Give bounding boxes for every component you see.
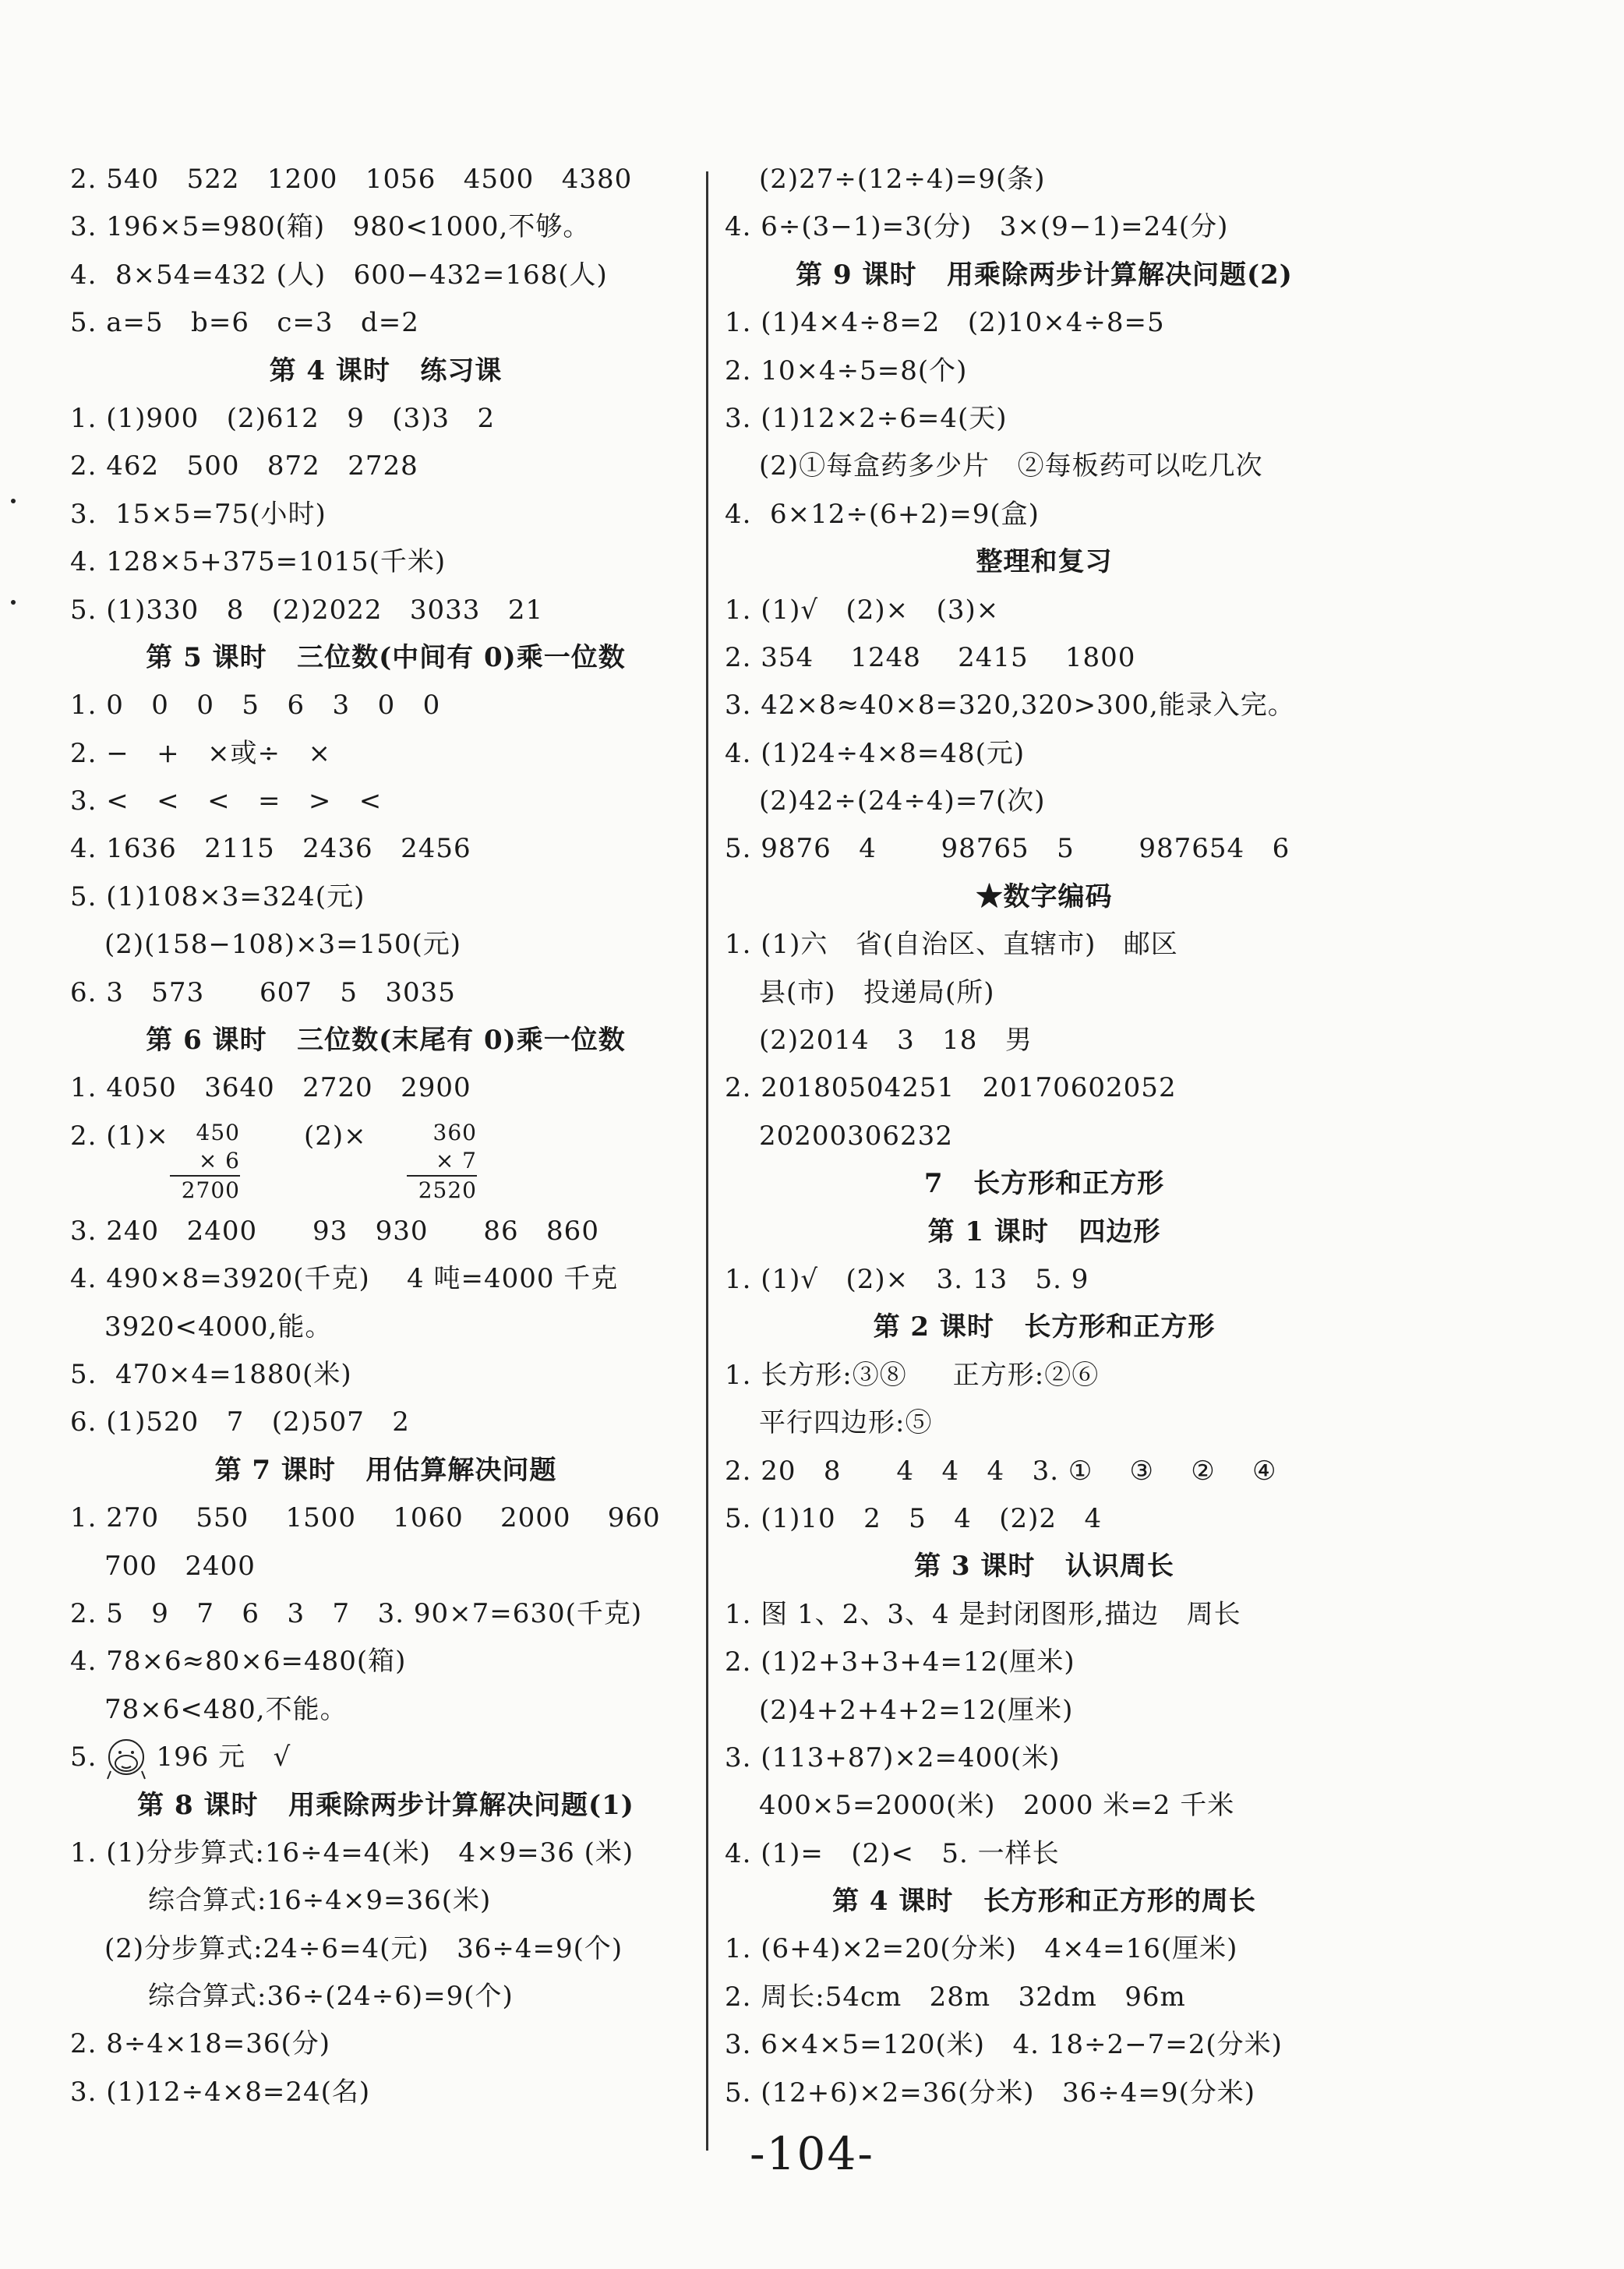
vertical-operand: 360 <box>432 1119 477 1145</box>
answer-line: (2)27÷(12÷4)=9(条) <box>759 164 1046 195</box>
answer-line: 1. 270 550 1500 1060 2000 960 <box>70 1502 661 1534</box>
answer-line: (2)42÷(24÷4)=7(次) <box>759 785 1046 817</box>
answer-line: (2)①每盒药多少片 ②每板药可以吃几次 <box>759 450 1263 482</box>
column-divider <box>706 171 708 2151</box>
answer-line: 3. (113+87)×2=400(米) <box>725 1741 1061 1773</box>
answer-line: (2)2014 3 18 男 <box>759 1025 1033 1057</box>
answer-line: 5. a=5 b=6 c=3 d=2 <box>70 307 419 339</box>
answer-line: 1. 4050 3640 2720 2900 <box>70 1072 471 1104</box>
answer-line: 1. (1)900 (2)612 9 (3)3 2 <box>70 402 496 434</box>
section-heading: 第 4 课时 长方形和正方形的周长 <box>832 1886 1256 1918</box>
answer-line: 3. 6×4×5=120(米) 4. 18÷2−7=2(分米) <box>725 2029 1283 2061</box>
answer-line: 1. (6+4)×2=20(分米) 4×4=16(厘米) <box>725 1933 1238 1965</box>
answer-line: 1. (1)分步算式:16÷4=4(米) 4×9=36 (米) <box>70 1837 634 1868</box>
vertical-multiplication <box>70 1113 701 1208</box>
section-heading: 第 8 课时 用乘除两步计算解决问题(1) <box>137 1789 634 1821</box>
answer-line: 5. 470×4=1880(米) <box>70 1358 352 1390</box>
answer-label: (2)× <box>304 1120 367 1152</box>
answer-line: 1. 0 0 0 5 6 3 0 0 <box>70 690 441 722</box>
answer-line: 3. 42×8≈40×8=320,320>300,能录入完。 <box>725 690 1295 722</box>
answer-line: 2. 462 500 872 2728 <box>70 450 418 482</box>
answer-line: 78×6<480,不能。 <box>104 1693 348 1725</box>
vertical-operand: 450 <box>196 1119 240 1145</box>
answer-line: 5. 9876 4 98765 5 987654 6 <box>725 833 1290 865</box>
answer-line: 4. (1)24÷4×8=48(元) <box>725 737 1026 769</box>
answer-line: (2)4+2+4+2=12(厘米) <box>759 1694 1074 1726</box>
vertical-calc <box>170 1119 240 1205</box>
answer-line: 3. (1)12÷4×8=24(名) <box>70 2076 371 2108</box>
answer-line: 2. 8÷4×18=36(分) <box>70 2028 331 2060</box>
answer-line: 4. 1636 2115 2436 2456 <box>70 833 471 865</box>
answer-line: 3. 240 2400 93 930 86 860 <box>70 1215 599 1247</box>
section-heading: ★数字编码 <box>976 880 1113 912</box>
answer-line: 4. (1)= (2)< 5. 一样长 <box>725 1837 1060 1869</box>
section-heading: 第 7 课时 用估算解决问题 <box>214 1454 557 1486</box>
answer-line: (2)(158−108)×3=150(元) <box>104 929 462 961</box>
answer-line: 4. 128×5+375=1015(千米) <box>70 546 447 578</box>
page-number: -104- <box>750 2127 874 2180</box>
answer-line: 4. 490×8=3920(千克) 4 吨=4000 千克 <box>70 1263 619 1295</box>
answer-line: 1. (1)√ (2)× 3. 13 5. 9 <box>725 1263 1089 1295</box>
answer-line: 5. (1)10 2 5 4 (2)2 4 <box>725 1502 1103 1534</box>
answer-line: 6. (1)520 7 (2)507 2 <box>70 1406 410 1438</box>
answer-label: 2. (1)× <box>70 1120 169 1152</box>
section-heading: 第 2 课时 长方形和正方形 <box>873 1311 1216 1343</box>
section-heading: 第 5 课时 三位数(中间有 0)乘一位数 <box>146 641 626 673</box>
margin-dot <box>11 600 16 605</box>
answer-line: 综合算式:16÷4×9=36(米) <box>148 1885 492 1917</box>
answer-line: 2. 10×4÷5=8(个) <box>725 355 968 386</box>
answer-label: 5. <box>70 1741 97 1773</box>
answer-line: 4. 6×12÷(6+2)=9(盒) <box>725 498 1040 530</box>
answer-line: 700 2400 <box>104 1550 256 1582</box>
answer-line: 5. (1)108×3=324(元) <box>70 880 365 912</box>
section-heading: 第 4 课时 练习课 <box>269 355 503 386</box>
section-heading: 整理和复习 <box>976 546 1113 578</box>
section-heading: 7 长方形和正方形 <box>923 1168 1165 1200</box>
answer-line: 2. 20 8 4 4 4 3. ① ③ ② ④ <box>725 1455 1277 1487</box>
answer-line: 2. − + ×或÷ × <box>70 737 331 769</box>
answer-line: 3. (1)12×2÷6=4(天) <box>725 402 1008 434</box>
answer-line: 2. 周长:54cm 28m 32dm 96m <box>725 1981 1186 2013</box>
answer-line: 1. 图 1、2、3、4 是封闭图形,描边 周长 <box>725 1598 1241 1630</box>
margin-dot <box>11 499 16 503</box>
answer-line: 2. 540 522 1200 1056 4500 4380 <box>70 164 633 195</box>
answer-line: 2. 5 9 7 6 3 7 3. 90×7=630(千克) <box>70 1597 643 1629</box>
left-column <box>70 156 701 2116</box>
answer-line: 6. 3 573 607 5 3035 <box>70 976 456 1008</box>
answer-line: 5. (1)330 8 (2)2022 3033 21 <box>70 594 544 626</box>
monkey-face-icon <box>103 1737 150 1780</box>
vertical-calc <box>407 1119 477 1205</box>
answer-line: 3920<4000,能。 <box>104 1311 333 1343</box>
answer-line: 1. (1)√ (2)× (3)× <box>725 594 1000 626</box>
answer-line: 2. (1)2+3+3+4=12(厘米) <box>725 1646 1075 1678</box>
answer-line: 4. 8×54=432 (人) 600−432=168(人) <box>70 259 608 291</box>
vertical-result: 2520 <box>407 1175 477 1205</box>
answer-line: 2. 354 1248 2415 1800 <box>725 641 1136 673</box>
answer-line: 4. 6÷(3−1)=3(分) 3×(9−1)=24(分) <box>725 211 1229 243</box>
answer-line: (2)分步算式:24÷6=4(元) 36÷4=9(个) <box>104 1932 623 1964</box>
answer-line: 1. (1)六 省(自治区、直辖市) 邮区 <box>725 929 1178 961</box>
answer-line: 1. (1)4×4÷8=2 (2)10×4÷8=5 <box>725 307 1165 339</box>
answer-line: 4. 78×6≈80×6=480(箱) <box>70 1646 407 1678</box>
section-heading: 第 3 课时 认识周长 <box>914 1551 1174 1583</box>
section-heading: 第 1 课时 四边形 <box>927 1216 1161 1247</box>
answer-line: 1. 长方形:③⑧ 正方形:②⑥ <box>725 1359 1100 1391</box>
answer-line: 平行四边形:⑤ <box>759 1407 933 1439</box>
vertical-result: 2700 <box>170 1175 240 1205</box>
answer-line: 20200306232 <box>759 1120 953 1152</box>
answer-line: 2. 20180504251 20170602052 <box>725 1072 1177 1104</box>
right-column <box>725 156 1364 2117</box>
answer-line: 5. (12+6)×2=36(分米) 36÷4=9(分米) <box>725 2077 1256 2108</box>
answer-line: 3. < < < = > < <box>70 785 383 817</box>
vertical-operand: × 6 <box>198 1147 240 1173</box>
answer-line: 综合算式:36÷(24÷6)=9(个) <box>148 1981 514 2013</box>
vertical-operand: × 7 <box>435 1147 477 1173</box>
answer-line: 县(市) 投递局(所) <box>759 976 995 1008</box>
answer-line: 3. 196×5=980(箱) 980<1000,不够。 <box>70 211 591 243</box>
answer-line: 3. 15×5=75(小时) <box>70 498 327 530</box>
answer-line: 400×5=2000(米) 2000 米=2 千米 <box>759 1790 1235 1822</box>
section-heading: 第 6 课时 三位数(末尾有 0)乘一位数 <box>146 1025 626 1057</box>
answer-text: 196 元 √ <box>156 1741 291 1773</box>
section-heading: 第 9 课时 用乘除两步计算解决问题(2) <box>796 259 1293 291</box>
answer-line <box>70 1734 701 1781</box>
